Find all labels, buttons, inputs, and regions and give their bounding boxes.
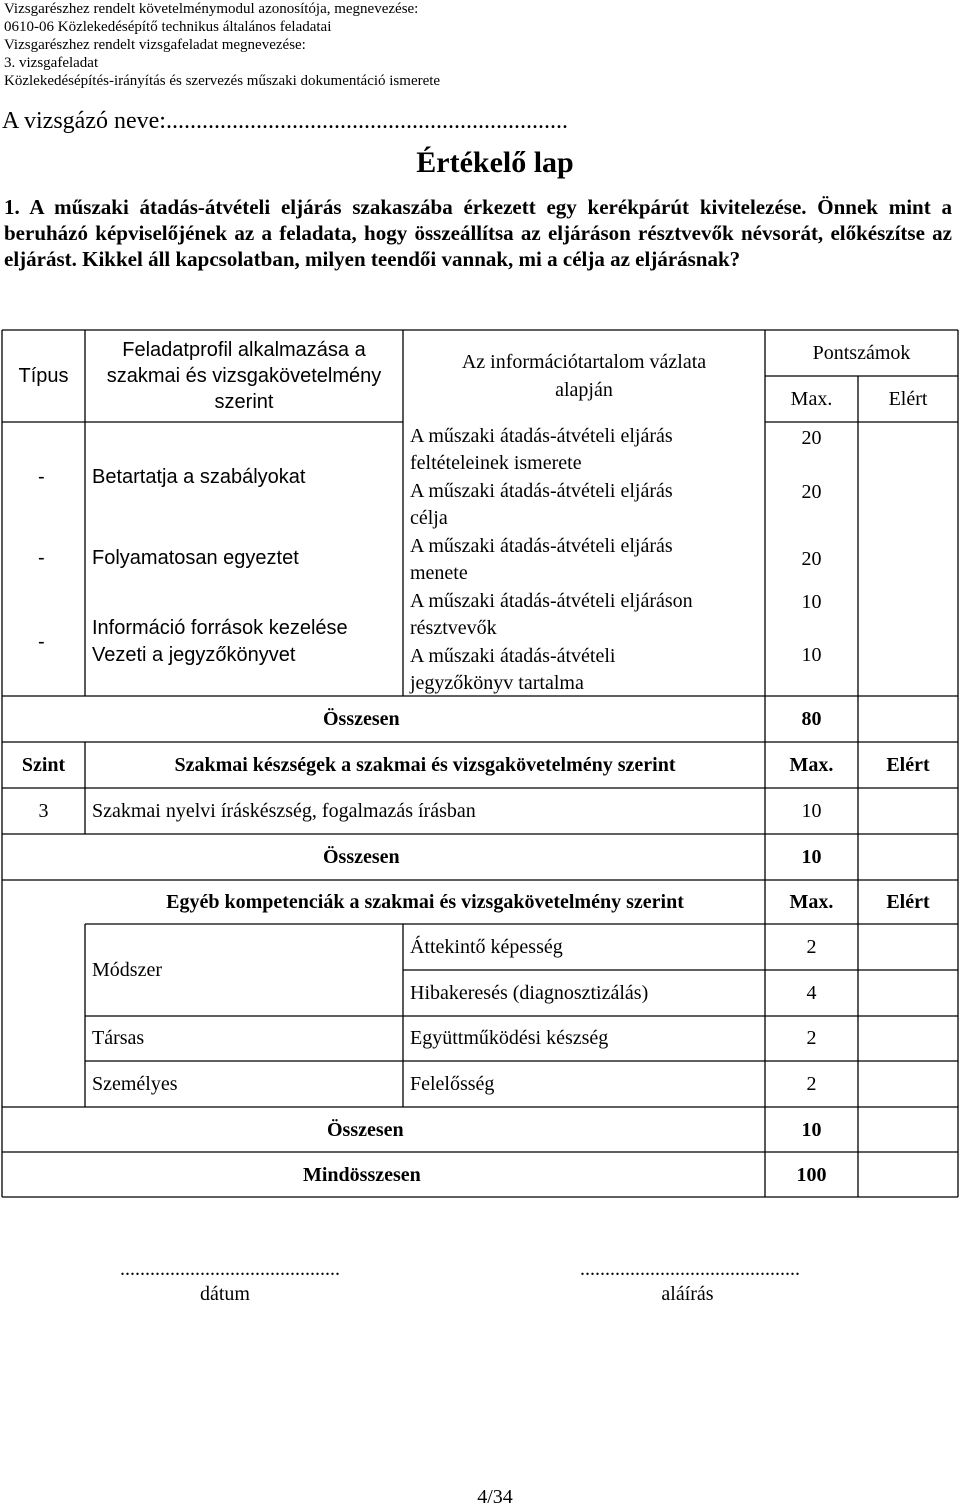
skill-item: Szakmai nyelvi íráskészség, fogalmazás írásban — [92, 800, 476, 822]
document-header — [4, 0, 440, 90]
other-max-header: Max. — [789, 891, 834, 913]
competency-group: Személyes — [92, 1073, 178, 1095]
other-achieved-header: Elért — [886, 891, 930, 913]
info-item: jegyzőkönyv tartalma — [410, 672, 584, 694]
competency-max-points: 2 — [806, 936, 817, 958]
info-item: célja — [410, 507, 448, 529]
total-label: Összesen — [323, 846, 400, 868]
column-achieved-header: Elért — [888, 388, 928, 410]
column-profile-header: Feladatprofil alkalmazása a — [122, 339, 366, 361]
info-item: A műszaki átadás-átvételi eljárás — [410, 480, 673, 502]
date-label: dátum — [200, 1283, 250, 1305]
page-title: Értékelő lap — [416, 146, 574, 179]
info-max-points: 20 — [801, 427, 822, 449]
header-line: 0610-06 Közlekedésépítő technikus általános feladatai — [4, 19, 332, 35]
competency-max-points: 4 — [806, 982, 817, 1004]
signature-line: ............................................ — [580, 1258, 800, 1280]
competency-item: Együttműködési készség — [410, 1027, 609, 1049]
header-line: Vizsgarészhez rendelt követelménymodul azonosítója, megnevezése: — [4, 1, 419, 17]
column-points-header: Pontszámok — [812, 342, 911, 364]
header-line: 3. vizsgafeladat — [4, 55, 99, 71]
info-max-points: 10 — [801, 644, 822, 666]
column-profile-header: szakmai és vizsgakövetelmény — [106, 365, 382, 387]
info-max-points: 20 — [801, 481, 822, 503]
info-item: A műszaki átadás-átvételi — [410, 645, 616, 667]
column-max-header: Max. — [790, 388, 833, 410]
competency-item: Áttekintő képesség — [410, 936, 563, 958]
profile-dash: - — [38, 631, 45, 653]
column-profile-header: szerint — [214, 391, 274, 413]
skill-max-points: 10 — [801, 800, 822, 822]
profile-item: Betartatja a szabályokat — [92, 466, 306, 488]
competency-max-points: 2 — [806, 1027, 817, 1049]
info-item: feltételeinek ismerete — [410, 452, 582, 474]
profile-dash: - — [38, 547, 45, 569]
skills-level-header: Szint — [21, 754, 66, 776]
total-value: 80 — [801, 708, 822, 730]
column-info-header: Az információtartalom vázlata — [461, 351, 707, 373]
header-line: Vizsgarészhez rendelt vizsgafeladat megnevezése: — [4, 37, 306, 53]
info-item: A műszaki átadás-átvételi eljárás — [410, 425, 673, 447]
grand-total-label: Mindösszesen — [303, 1164, 421, 1186]
info-max-points: 10 — [801, 591, 822, 613]
total-label: Összesen — [327, 1119, 404, 1141]
profile-item: Információ források kezelése — [92, 617, 348, 639]
signature-label: aláírás — [661, 1283, 714, 1305]
column-info-header: alapján — [555, 379, 613, 401]
profile-item: Folyamatosan egyeztet — [92, 547, 299, 569]
skills-header: Szakmai készségek a szakmai és vizsgakövetelmény szerint — [174, 754, 676, 776]
profile-dash: - — [38, 466, 45, 488]
info-item: A műszaki átadás-átvételi eljárás — [410, 535, 673, 557]
competency-item: Felelősség — [410, 1073, 495, 1095]
competency-max-points: 2 — [806, 1073, 817, 1095]
total-label: Összesen — [323, 708, 400, 730]
header-line: Közlekedésépítés-irányítás és szervezés műszaki dokumentáció ismerete — [4, 73, 441, 89]
info-item: menete — [410, 562, 468, 584]
column-type-header: Típus — [18, 365, 69, 387]
other-competencies-header: Egyéb kompetenciák a szakmai és vizsgakövetelmény szerint — [166, 891, 684, 913]
skills-achieved-header: Elért — [886, 754, 930, 776]
grand-total-value: 100 — [796, 1164, 827, 1186]
skill-level: 3 — [38, 800, 49, 822]
page-number: 4/34 — [477, 1486, 513, 1508]
total-value: 10 — [801, 846, 822, 868]
candidate-name-field: A vizsgázó neve:................................................................... — [2, 108, 568, 134]
skills-max-header: Max. — [789, 754, 834, 776]
info-item: résztvevők — [410, 617, 497, 639]
competency-group: Módszer — [92, 959, 162, 981]
total-value: 10 — [801, 1119, 822, 1141]
task-question: 1. A műszaki átadás-átvételi eljárás szakaszába érkezett egy kerékpárút kivitelezése. Önnek mint a beruházó képviselőjének az a feladata, hogy összeállítsa az eljáráson résztvevők névsorát, előkészítse az eljárást. Kikkel áll kapcsolatban, milyen teendői vannak, mi a célja az eljárásnak? — [4, 195, 952, 271]
info-item: A műszaki átadás-átvételi eljáráson — [410, 590, 693, 612]
info-max-points: 20 — [801, 548, 822, 570]
competency-item: Hibakeresés (diagnosztizálás) — [410, 982, 649, 1004]
date-line: ............................................ — [120, 1258, 340, 1280]
competency-group: Társas — [92, 1027, 145, 1049]
profile-item: Vezeti a jegyzőkönyvet — [92, 644, 296, 666]
